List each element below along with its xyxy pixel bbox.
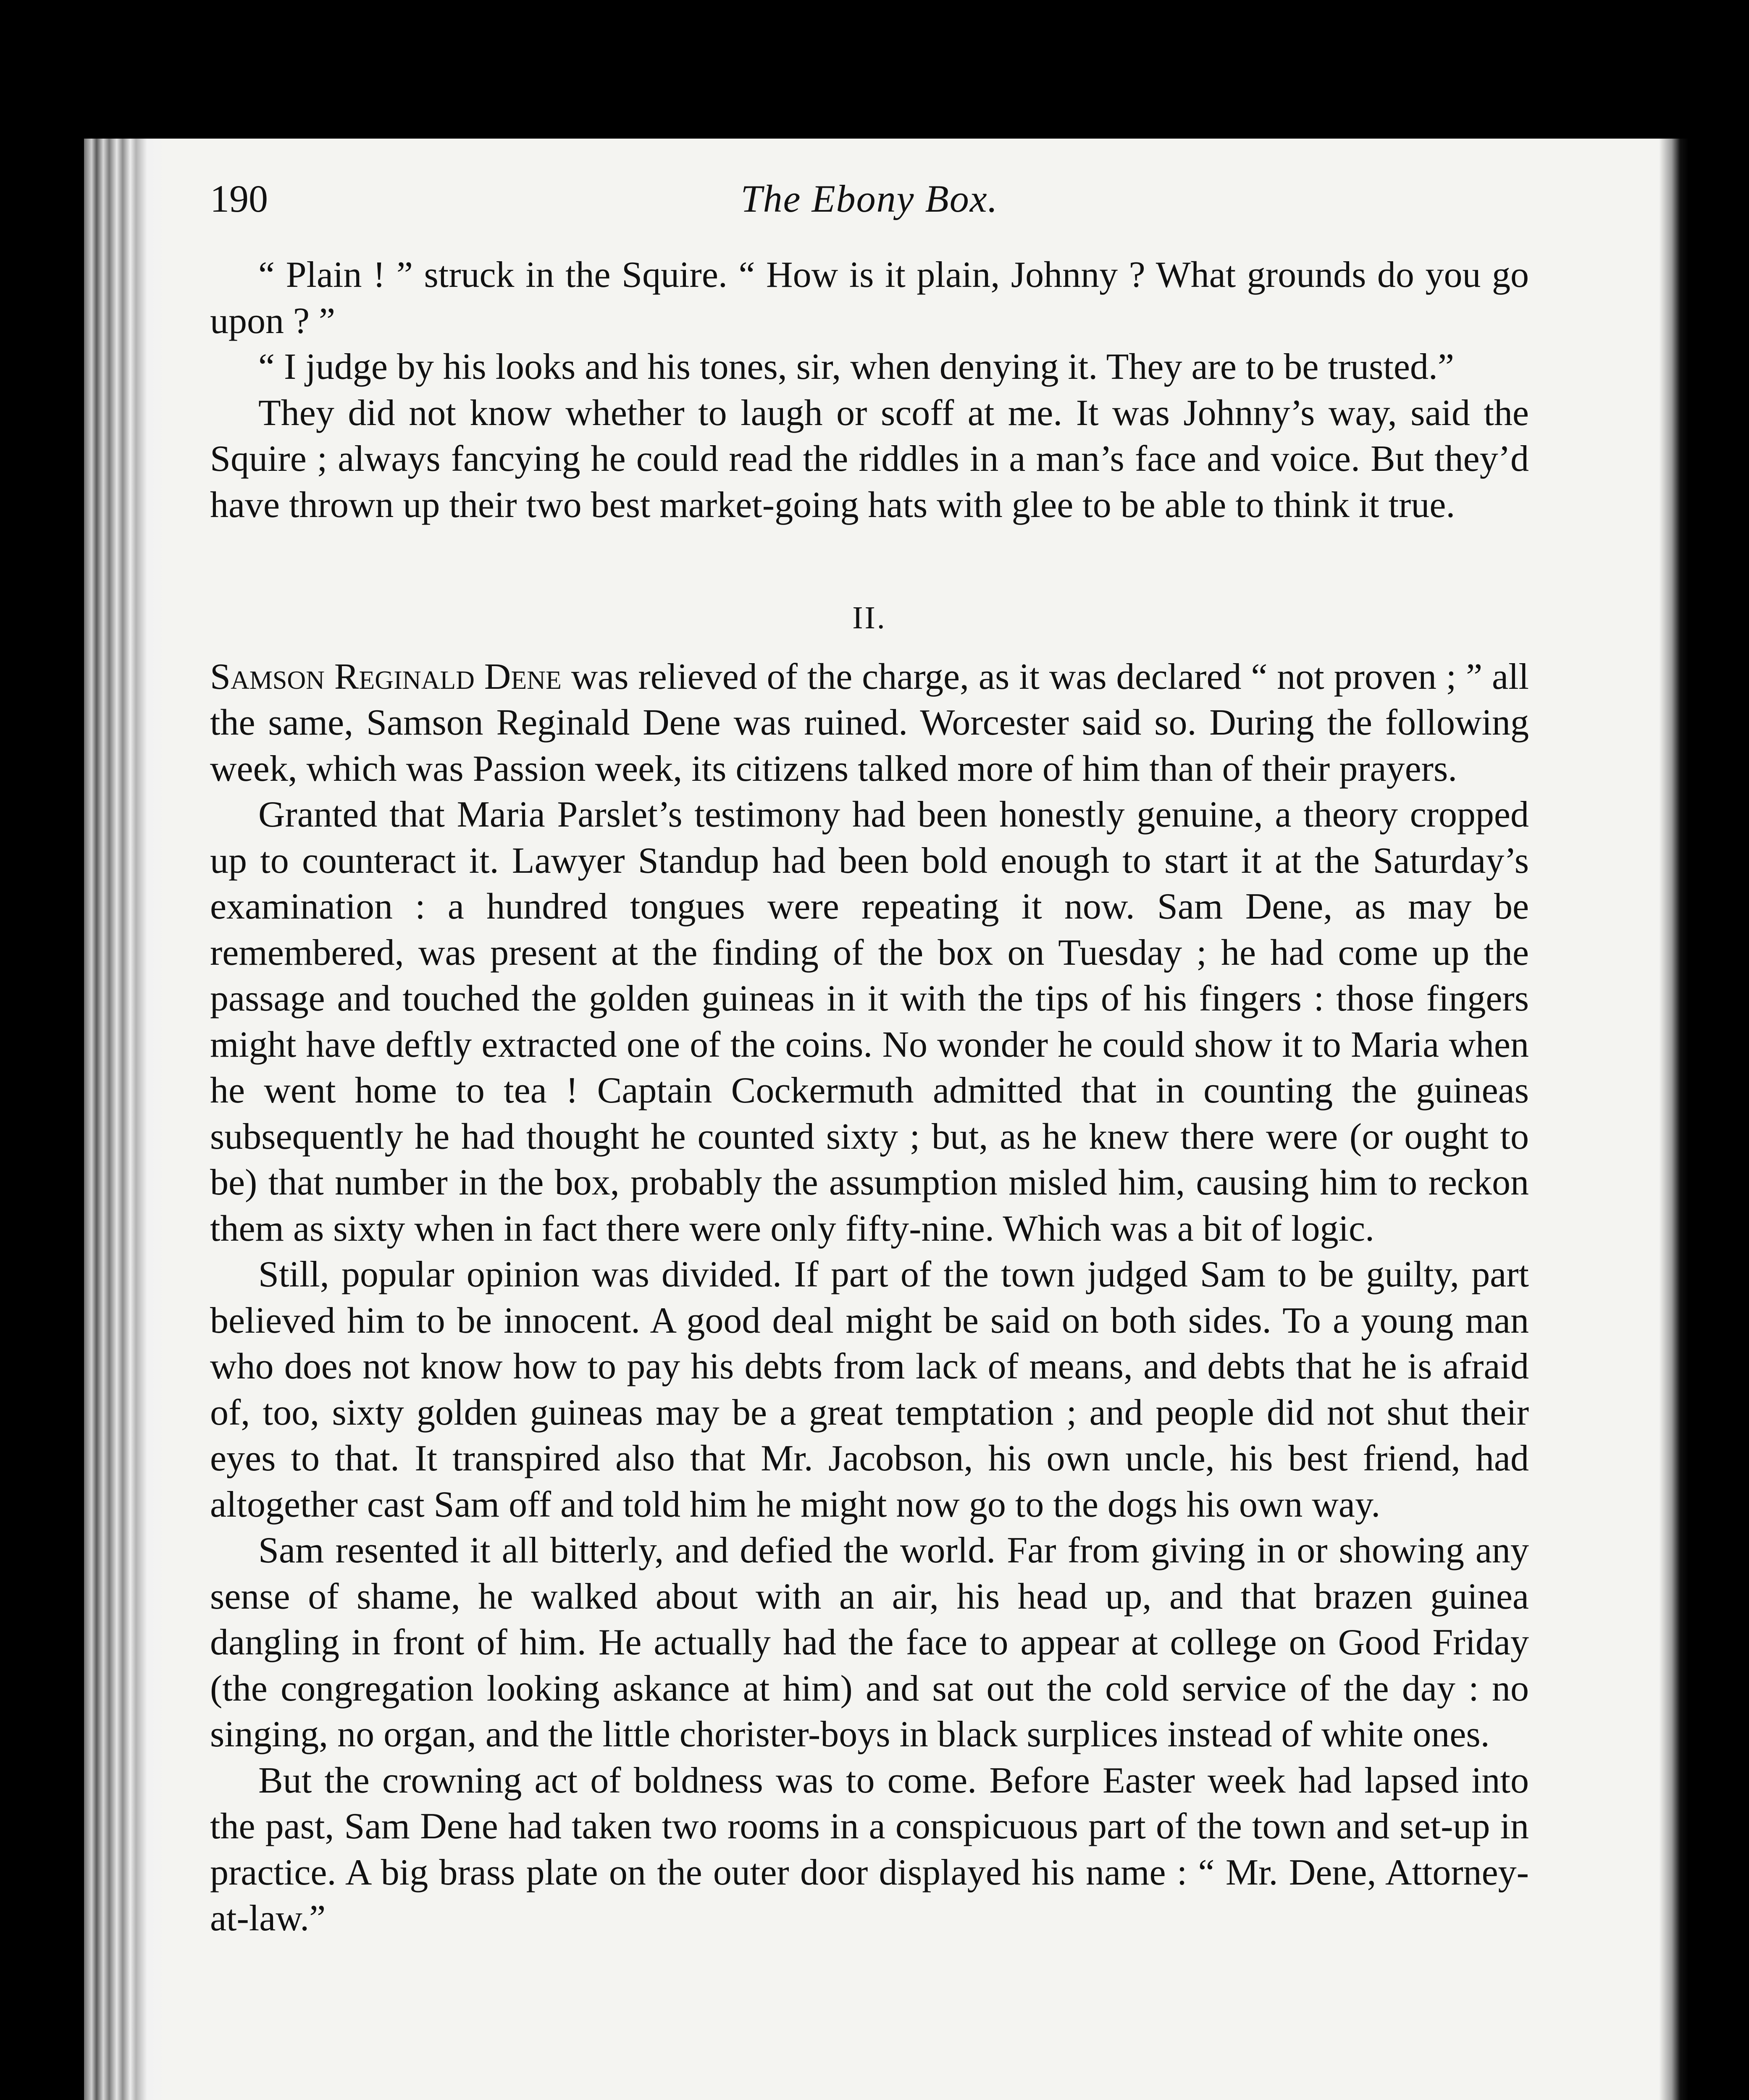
page-number: 190 xyxy=(210,177,268,220)
paragraph: But the crowning act of boldness was to come. Before Easter week had lapsed into the past, Sam Dene had taken two rooms in a conspicuous part of the town and set-up in practice. A big brass plate on the outer door displayed his name : “ Mr. Dene, Attorney-at-law.” xyxy=(210,1760,1529,1939)
body-text xyxy=(210,252,1529,1942)
section-number: II. xyxy=(852,600,887,635)
paragraph: Still, popular opinion was divided. If part of the town judged Sam to be guilty, part believed him to be innocent. A good deal might be said on both sides. To a young man who does not know how to pay his debts from lack of means, and debts that he is afraid of, too, sixty golden guineas may be a great temptation ; and people did not shut their eyes to that. It transpired also that Mr. Jacobson, his own uncle, his best friend, had altogether cast Sam off and told him he might now go to the dogs his own way. xyxy=(210,1254,1529,1525)
opening-rest: was relieved of the charge, as it was declared “ not proven ; ” all the same, Samson Reginald Dene was ruined. Worcester said so. During the following week, which was Passion week, its citizens talked more of him than of their prayers. xyxy=(210,656,1529,789)
section-opening-paragraph xyxy=(210,654,1529,792)
paragraph: They did not know whether to laugh or scoff at me. It was Johnny’s way, said the Squire ; always fancying he could read the riddles in a man’s face and voice. But they’d have thrown up their two best market-going hats with glee to be able to think it true. xyxy=(210,392,1529,525)
paragraph: Sam resented it all bitterly, and defied the world. Far from giving in or showing any sense of shame, he walked about with an air, his head up, and that brazen guinea dangling in front of him. He actually had the face to appear at college on Good Friday (the congregation looking askance at him) and sat out the cold service of the day : no singing, no organ, and the little chorister-boys in black surplices instead of white ones. xyxy=(210,1530,1529,1755)
opening-small-caps: Samson Reginald Dene xyxy=(210,656,562,697)
page-edge xyxy=(1659,139,1689,2100)
running-title: The Ebony Box. xyxy=(741,177,998,220)
binding-gutter xyxy=(84,139,168,2100)
paragraph: Granted that Maria Parslet’s testimony had been honestly genuine, a theory cropped up to counteract it. Lawyer Standup had been bold enough to start it at the Saturday’s examination : a hundred tongues were repeating it now. Sam Dene, as may be remembered, was present at the finding of the box on Tuesday ; he had come up the passage and touched the golden guineas in it with the tips of his fingers : those fingers might have deftly extracted one of the coins. No wonder he could show it to Maria when he went home to tea ! Captain Cockermuth admitted that in counting the guineas subsequently he had thought he counted sixty ; but, as he knew there were (or ought to be) that number in the box, probably the assumption misled him, causing him to reckon them as sixty when in fact there were only fifty-nine. Which was a bit of logic. xyxy=(210,794,1529,1249)
paragraph: “ Plain ! ” struck in the Squire. “ How is it plain, Johnny ? What grounds do you go upon ? ” xyxy=(210,255,1529,341)
paragraph: “ I judge by his looks and his tones, sir, when denying it. They are to be trusted.” xyxy=(258,346,1454,387)
running-head xyxy=(210,176,1529,227)
